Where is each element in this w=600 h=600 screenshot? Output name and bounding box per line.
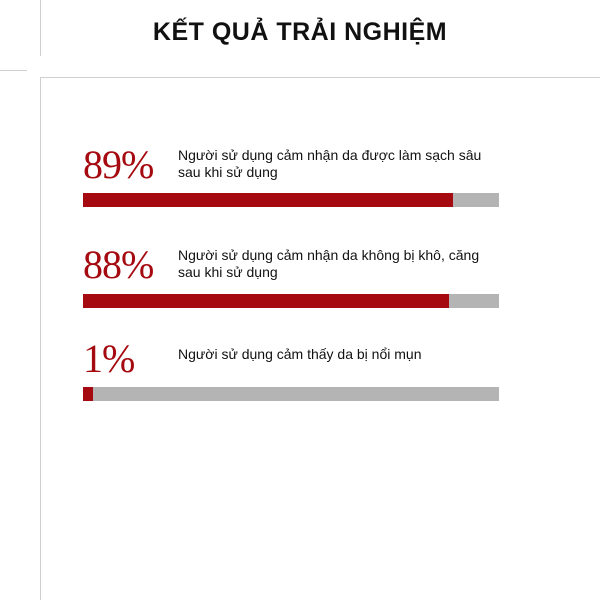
bar-track-1: [83, 193, 499, 207]
frame-line-vertical: [40, 77, 41, 600]
stat-row-1: [83, 142, 499, 215]
bar-track-3: [83, 387, 499, 401]
stat-description-2-line-2: sau khi sử dụng: [178, 264, 278, 280]
frame-line-left: [0, 70, 27, 71]
bar-fill-1: [83, 193, 453, 207]
stat-row-2: [83, 242, 499, 315]
stat-description-2-line-1: Người sử dụng cảm nhận da không bị khô, căng: [178, 247, 480, 263]
stat-description-1: [178, 147, 498, 181]
stat-description-1-line-2: sau khi sử dụng: [178, 164, 278, 180]
percent-label-3: 1%: [83, 336, 135, 381]
bar-fill-2: [83, 294, 449, 308]
stat-description-1-line-1: Người sử dụng cảm nhận da được làm sạch sâu: [178, 147, 482, 163]
percent-label-2: 88%: [83, 242, 154, 287]
bar-fill-3: [83, 387, 93, 401]
chart-title: KẾT QUẢ TRẢI NGHIỆM: [152, 18, 448, 46]
percent-label-1: 89%: [83, 142, 154, 187]
stat-description-3: [178, 346, 498, 363]
stat-description-2: [178, 247, 498, 281]
stat-row-3: [83, 336, 499, 409]
stat-description-3-line-1: Người sử dụng cảm thấy da bị nổi mụn: [178, 346, 422, 362]
bar-track-2: [83, 294, 499, 308]
frame-line-horizontal: [40, 77, 600, 78]
